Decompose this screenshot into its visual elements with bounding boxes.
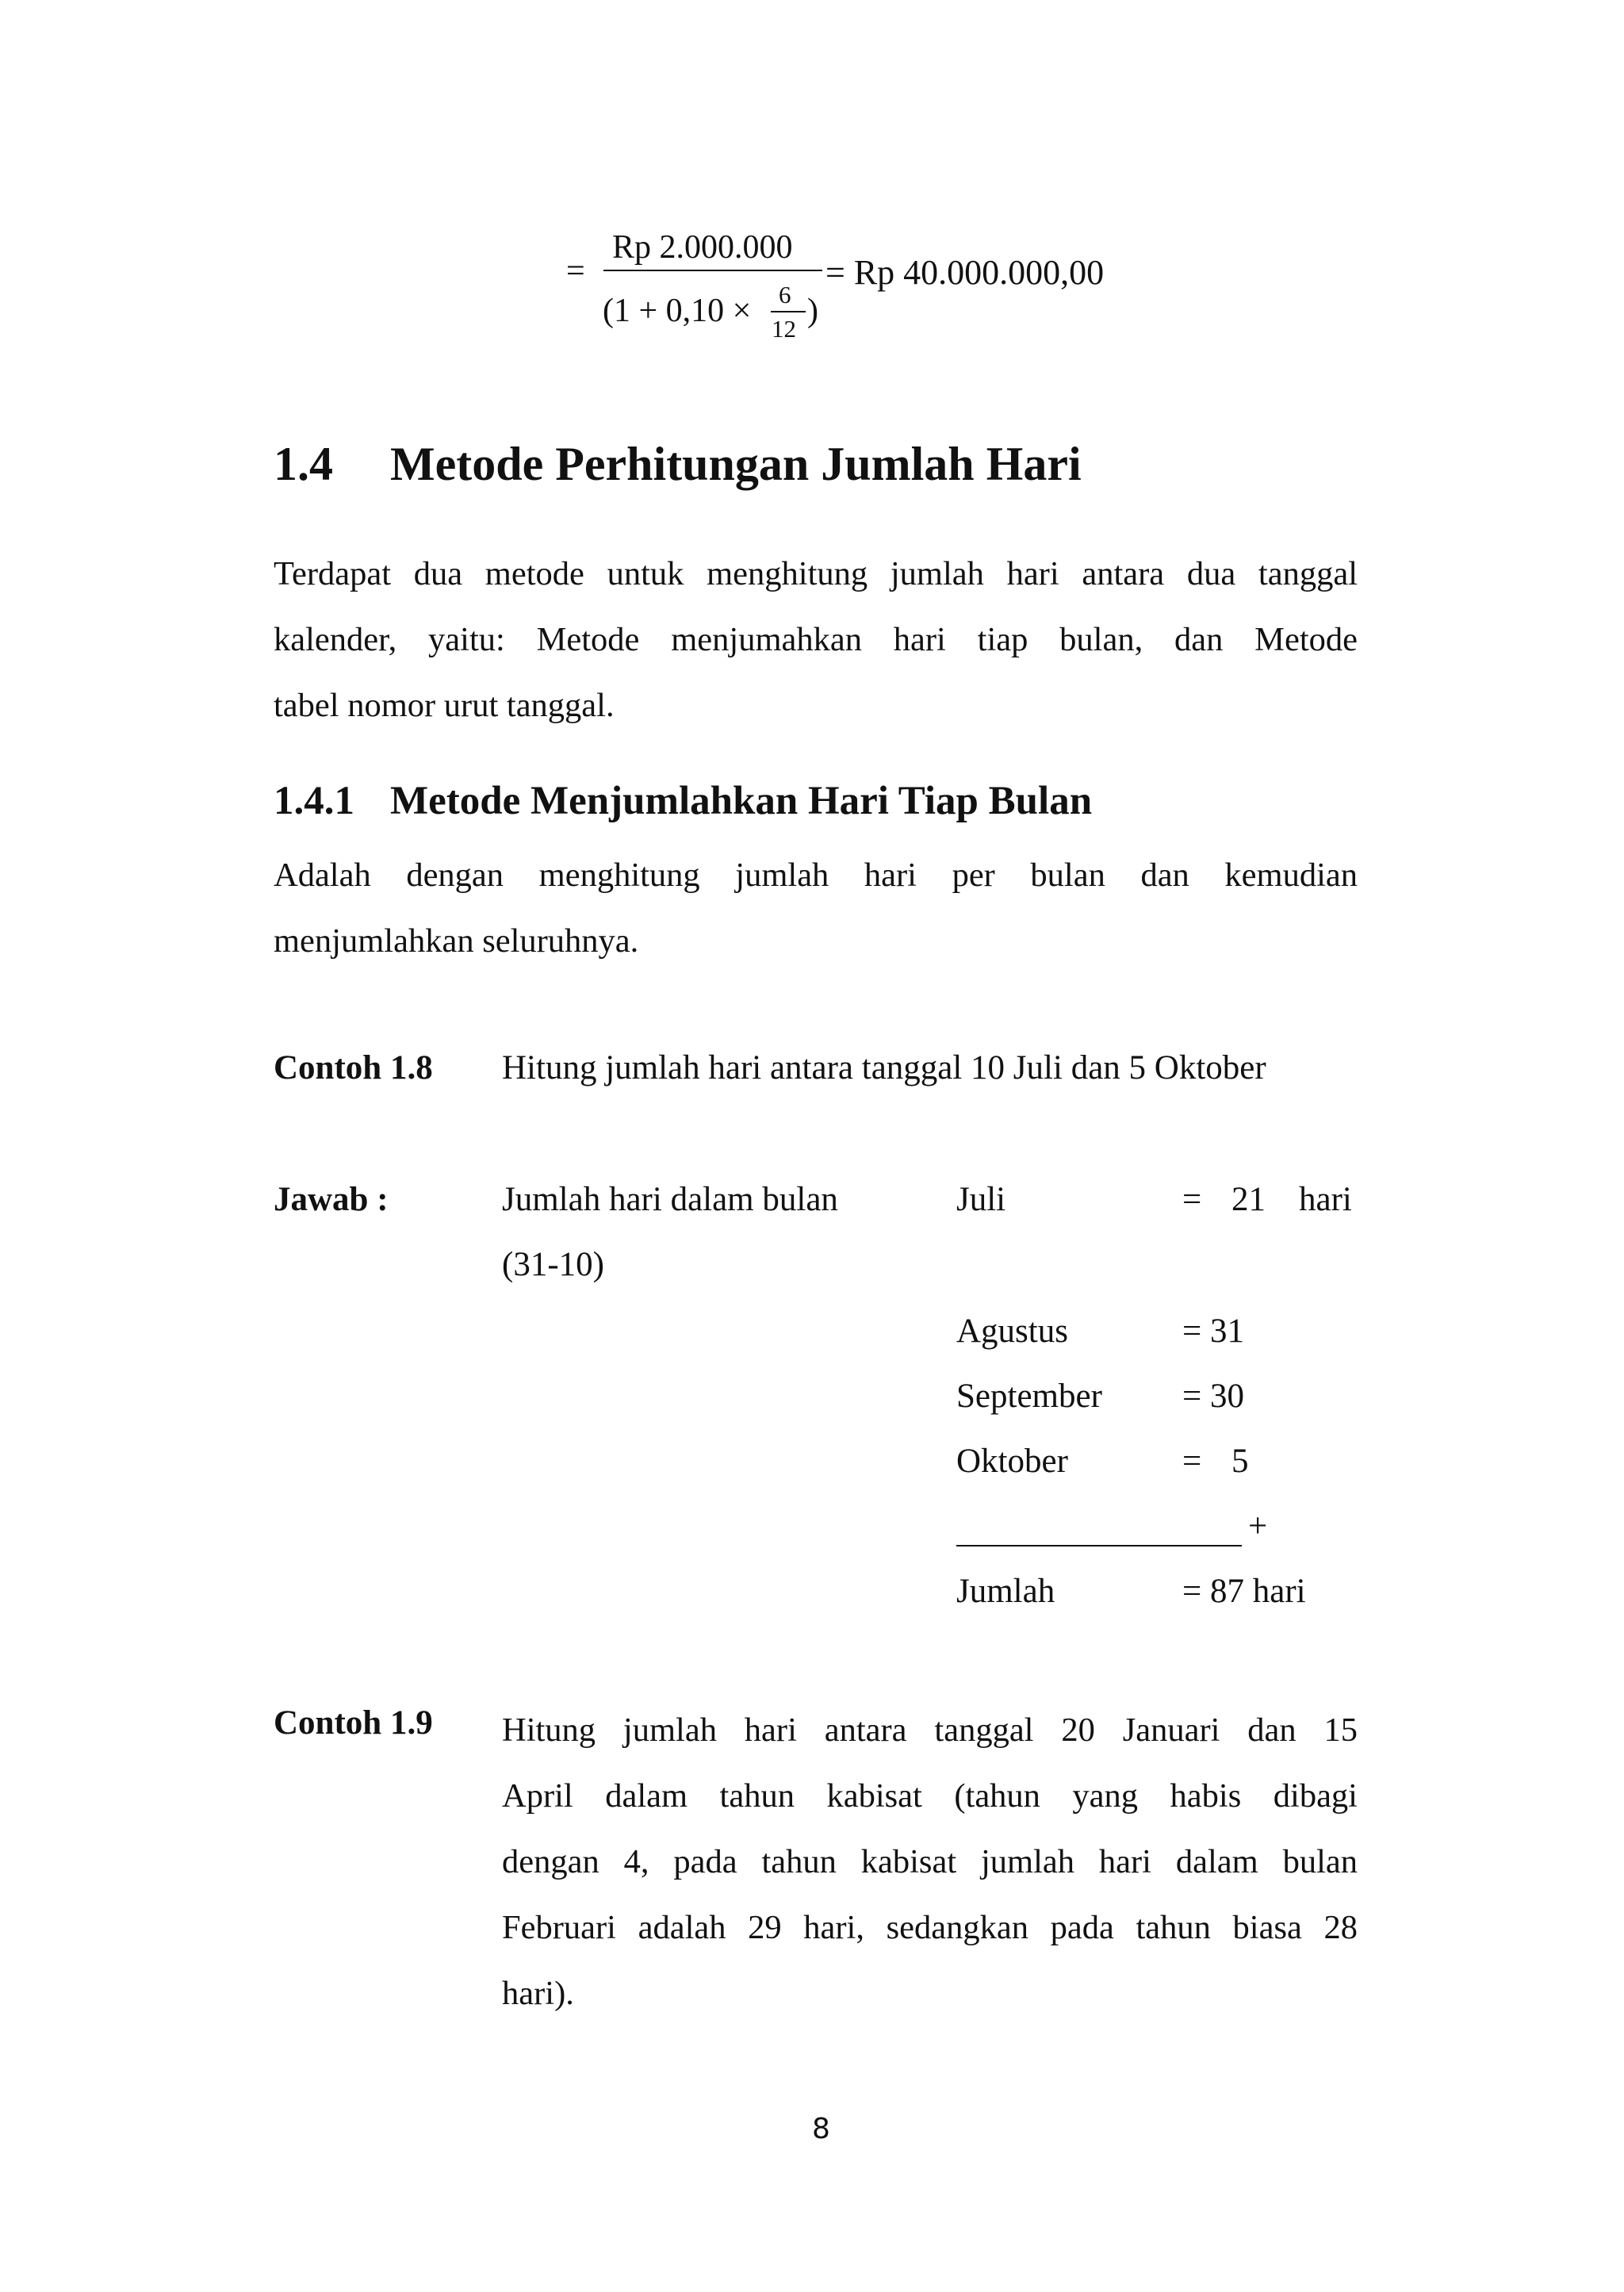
paragraph-line: kalender, yaitu: Metode menjumahkan hari tiap bulan, dan Metode [274, 621, 1358, 658]
section-paragraph [274, 541, 1358, 738]
answer-label: Jawab : [274, 1181, 389, 1218]
day-unit: hari [1299, 1181, 1352, 1218]
paragraph-line: Terdapat dua metode untuk menghitung jumlah hari antara dua tanggal [274, 555, 1358, 592]
day-value: = 30 [1182, 1378, 1245, 1415]
month-label: Juli [956, 1181, 1006, 1218]
day-value: 5 [1231, 1443, 1249, 1480]
formula-denominator-right: ) [807, 293, 818, 329]
formula-small-numerator: 6 [779, 281, 791, 309]
section-title: Metode Perhitungan Jumlah Hari [390, 438, 1082, 490]
month-label: September [956, 1378, 1102, 1415]
example-question: Hitung jumlah hari antara tanggal 10 Juli dan 5 Oktober [502, 1049, 1266, 1087]
plus-sign: + [1248, 1508, 1268, 1545]
equals-sign: = [1182, 1181, 1202, 1218]
paragraph-line: Hitung jumlah hari antara tanggal 20 Januari dan 15 [502, 1711, 1358, 1749]
formula-small-fraction-bar [771, 311, 806, 312]
paragraph-line: menjumlahkan seluruhnya. [274, 922, 639, 960]
formula-result: = Rp 40.000.000,00 [825, 253, 1105, 292]
formula-fraction-bar [603, 270, 822, 271]
answer-description-formula: (31-10) [502, 1246, 604, 1283]
section-number: 1.4 [274, 438, 333, 490]
example-label: Contoh 1.9 [274, 1704, 433, 1742]
paragraph-line: April dalam tahun kabisat (tahun yang habis dibagi [502, 1777, 1358, 1815]
paragraph-line: Adalah dengan menghitung jumlah hari per bulan dan kemudian [274, 857, 1358, 894]
paragraph-line: hari). [502, 1975, 574, 2012]
subsection-title: Metode Menjumlahkan Hari Tiap Bulan [390, 779, 1093, 823]
answer-description: Jumlah hari dalam bulan [502, 1181, 838, 1218]
example-question [502, 1697, 1358, 2026]
paragraph-line: tabel nomor urut tanggal. [274, 687, 615, 724]
month-label: Oktober [956, 1443, 1068, 1480]
equals-sign: = [1182, 1443, 1202, 1480]
paragraph-line: dengan 4, pada tahun kabisat jumlah hari dalam bulan [502, 1843, 1358, 1880]
formula-denominator-left: (1 + 0,10 × [603, 293, 752, 329]
formula-numerator: Rp 2.000.000 [612, 229, 793, 266]
example-label: Contoh 1.8 [274, 1049, 433, 1087]
formula-small-denominator: 12 [772, 315, 796, 343]
subsection-paragraph [274, 842, 1358, 974]
day-value: = 31 [1182, 1313, 1245, 1350]
subsection-number: 1.4.1 [274, 779, 354, 823]
sum-line [956, 1545, 1242, 1547]
paragraph-line: Februari adalah 29 hari, sedangkan pada tahun biasa 28 [502, 1909, 1358, 1946]
month-label: Agustus [956, 1313, 1068, 1350]
day-value: 21 [1231, 1181, 1266, 1218]
total-label: Jumlah [956, 1573, 1055, 1610]
formula-equals: = [566, 253, 585, 289]
page-number: 8 [812, 2113, 830, 2145]
total-value: = 87 hari [1182, 1573, 1306, 1610]
